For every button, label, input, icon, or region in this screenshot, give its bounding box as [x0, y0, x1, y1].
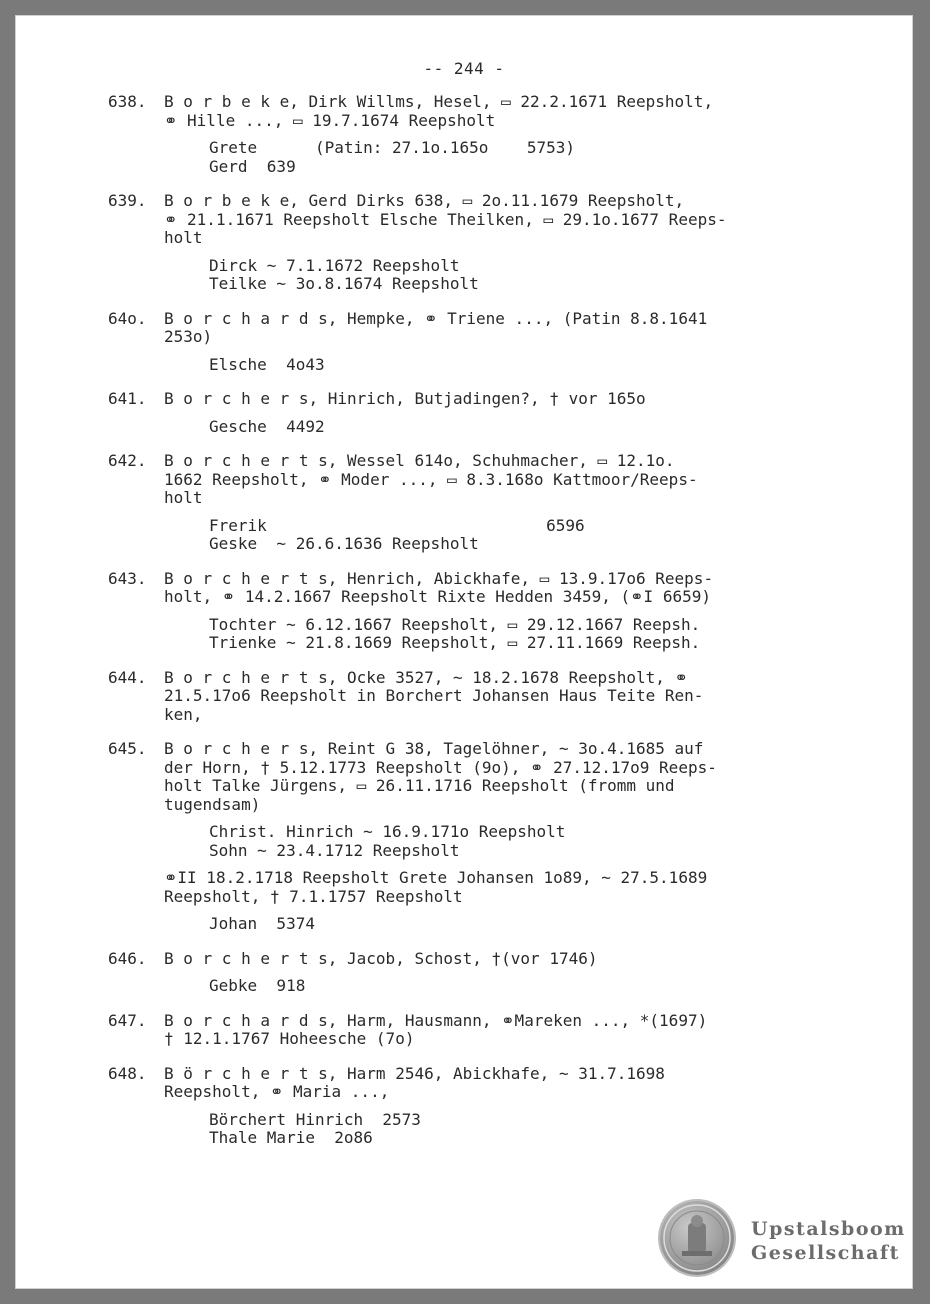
entry-line: B o r c h e r s, Reint G 38, Tagelöhner, ~ 3o.4.1685 auf: [164, 739, 704, 758]
entry-text: [108, 1012, 828, 1049]
child-line: Johan 5374: [209, 914, 315, 933]
children-list: [108, 139, 828, 176]
entry-text: [108, 950, 828, 969]
entry-line: holt: [164, 228, 203, 247]
genealogy-entry: [108, 570, 828, 653]
child-line: Christ. Hinrich ~ 16.9.171o Reepsholt: [209, 822, 566, 841]
entry-line: 21.5.17o6 Reepsholt in Borchert Johansen Haus Teite Ren-: [164, 686, 704, 705]
entry-number: 642.: [108, 451, 147, 470]
entry-text: [108, 192, 828, 248]
genealogy-entry: [108, 192, 828, 294]
child-line: Gebke 918: [209, 976, 306, 995]
child-line: Dirck ~ 7.1.1672 Reepsholt: [209, 255, 460, 275]
genealogy-entry: [108, 390, 828, 436]
child-line: Geske ~ 26.6.1636 Reepsholt: [209, 534, 479, 553]
entry-line: B o r c h a r d s, Harm, Hausmann, ⚭Mareken ..., *(1697): [164, 1010, 708, 1030]
entry-text: [108, 93, 828, 130]
child-line: Sohn ~ 23.4.1712 Reepsholt: [209, 840, 460, 860]
entry-number: 64o.: [108, 308, 147, 328]
entry-line: B o r c h e r t s, Wessel 614o, Schuhmacher, ▭ 12.1o.: [164, 451, 675, 470]
children-list: [108, 356, 828, 375]
entry-line: B o r c h e r t s, Henrich, Abickhafe, ▭ 13.9.17o6 Reeps-: [164, 568, 714, 588]
entry-text: [108, 570, 828, 607]
entry-line: 1662 Reepsholt, ⚭ Moder ..., ▭ 8.3.168o Kattmoor/Reeps-: [164, 469, 698, 489]
children-list: [108, 1111, 828, 1148]
entry-line: † 12.1.1767 Hoheesche (7o): [164, 1029, 415, 1048]
second-marriage-line: Reepsholt, † 7.1.1757 Reepsholt: [164, 886, 463, 906]
child-line: Frerik 6596: [209, 515, 585, 535]
genealogy-entry: [108, 950, 828, 996]
child-line: Tochter ~ 6.12.1667 Reepsholt, ▭ 29.12.1667 Reepsh.: [209, 614, 701, 634]
entry-text: [108, 390, 828, 409]
genealogy-entry: [108, 93, 828, 176]
genealogy-entry: [108, 1065, 828, 1148]
second-marriage-line: ⚭II 18.2.1718 Reepsholt Grete Johansen 1o89, ~ 27.5.1689: [164, 868, 708, 887]
child-line: Teilke ~ 3o.8.1674 Reepsholt: [209, 274, 479, 293]
children-list: [108, 915, 828, 934]
children-list: [108, 823, 828, 860]
child-line: Gesche 4492: [209, 416, 325, 436]
entry-number: 647.: [108, 1010, 147, 1030]
genealogy-entry: [108, 1012, 828, 1049]
children-list: [108, 257, 828, 294]
genealogy-entry: [108, 740, 828, 934]
entry-line: B o r b e k e, Gerd Dirks 638, ▭ 2o.11.1679 Reepsholt,: [164, 191, 685, 210]
entry-line: 253o): [164, 327, 213, 346]
entry-number: 645.: [108, 739, 147, 758]
genealogy-entry: [108, 452, 828, 554]
children-list: [108, 977, 828, 996]
children-list: [108, 418, 828, 437]
genealogy-entry: [108, 669, 828, 725]
entry-line: ken,: [164, 704, 203, 724]
child-line: Börchert Hinrich 2573: [209, 1109, 421, 1129]
child-line: Grete (Patin: 27.1o.165o 5753): [209, 138, 576, 157]
entry-text: [108, 310, 828, 347]
entry-number: 643.: [108, 568, 147, 588]
entry-number: 639.: [108, 191, 147, 210]
entry-line: B o r c h e r t s, Ocke 3527, ~ 18.2.1678 Reepsholt, ⚭: [164, 667, 688, 687]
page-number: -- 244 -: [423, 59, 505, 78]
society-name-line1: Upstalsboom: [751, 1218, 906, 1240]
genealogy-entry: [108, 310, 828, 375]
entry-line: ⚭ Hille ..., ▭ 19.7.1674 Reepsholt: [164, 110, 496, 130]
entry-line: ⚭ 21.1.1671 Reepsholt Elsche Theilken, ▭ 29.1o.1677 Reeps-: [164, 209, 727, 229]
document-page: [15, 15, 913, 1289]
entry-number: 648.: [108, 1063, 147, 1083]
second-marriage: [108, 869, 828, 906]
entry-number: 641.: [108, 389, 147, 408]
entry-line: tugendsam): [164, 794, 261, 814]
entry-text: [108, 1065, 828, 1102]
entry-number: 646.: [108, 948, 147, 968]
child-line: Gerd 639: [209, 156, 296, 176]
society-seal-icon: [660, 1201, 734, 1275]
entry-line: der Horn, † 5.12.1773 Reepsholt (9o), ⚭ 27.12.17o9 Reeps-: [164, 757, 717, 777]
entry-line: holt Talke Jürgens, ▭ 26.11.1716 Reepsholt (fromm und: [164, 776, 675, 795]
entry-text: [108, 669, 828, 725]
entry-line: Reepsholt, ⚭ Maria ...,: [164, 1082, 390, 1101]
genealogy-entries: [108, 93, 828, 1164]
entry-number: 638.: [108, 92, 147, 111]
entry-number: 644.: [108, 667, 147, 687]
child-line: Trienke ~ 21.8.1669 Reepsholt, ▭ 27.11.1669 Reepsh.: [209, 633, 701, 652]
children-list: [108, 616, 828, 653]
entry-line: B ö r c h e r t s, Harm 2546, Abickhafe, ~ 31.7.1698: [164, 1063, 665, 1083]
entry-line: B o r c h a r d s, Hempke, ⚭ Triene ..., (Patin 8.8.1641: [164, 308, 708, 328]
society-name-line2: Gesellschaft: [751, 1242, 900, 1264]
entry-line: B o r b e k e, Dirk Willms, Hesel, ▭ 22.2.1671 Reepsholt,: [164, 92, 714, 111]
entry-line: holt: [164, 488, 203, 507]
children-list: [108, 517, 828, 554]
child-line: Elsche 4o43: [209, 354, 325, 374]
child-line: Thale Marie 2o86: [209, 1128, 373, 1147]
entry-line: B o r c h e r t s, Jacob, Schost, †(vor 1746): [164, 948, 598, 968]
entry-text: [108, 452, 828, 508]
entry-text: [108, 740, 828, 814]
entry-line: holt, ⚭ 14.2.1667 Reepsholt Rixte Hedden 3459, (⚭I 6659): [164, 587, 711, 606]
society-name: [751, 1217, 906, 1265]
entry-line: B o r c h e r s, Hinrich, Butjadingen?, † vor 165o: [164, 389, 646, 408]
